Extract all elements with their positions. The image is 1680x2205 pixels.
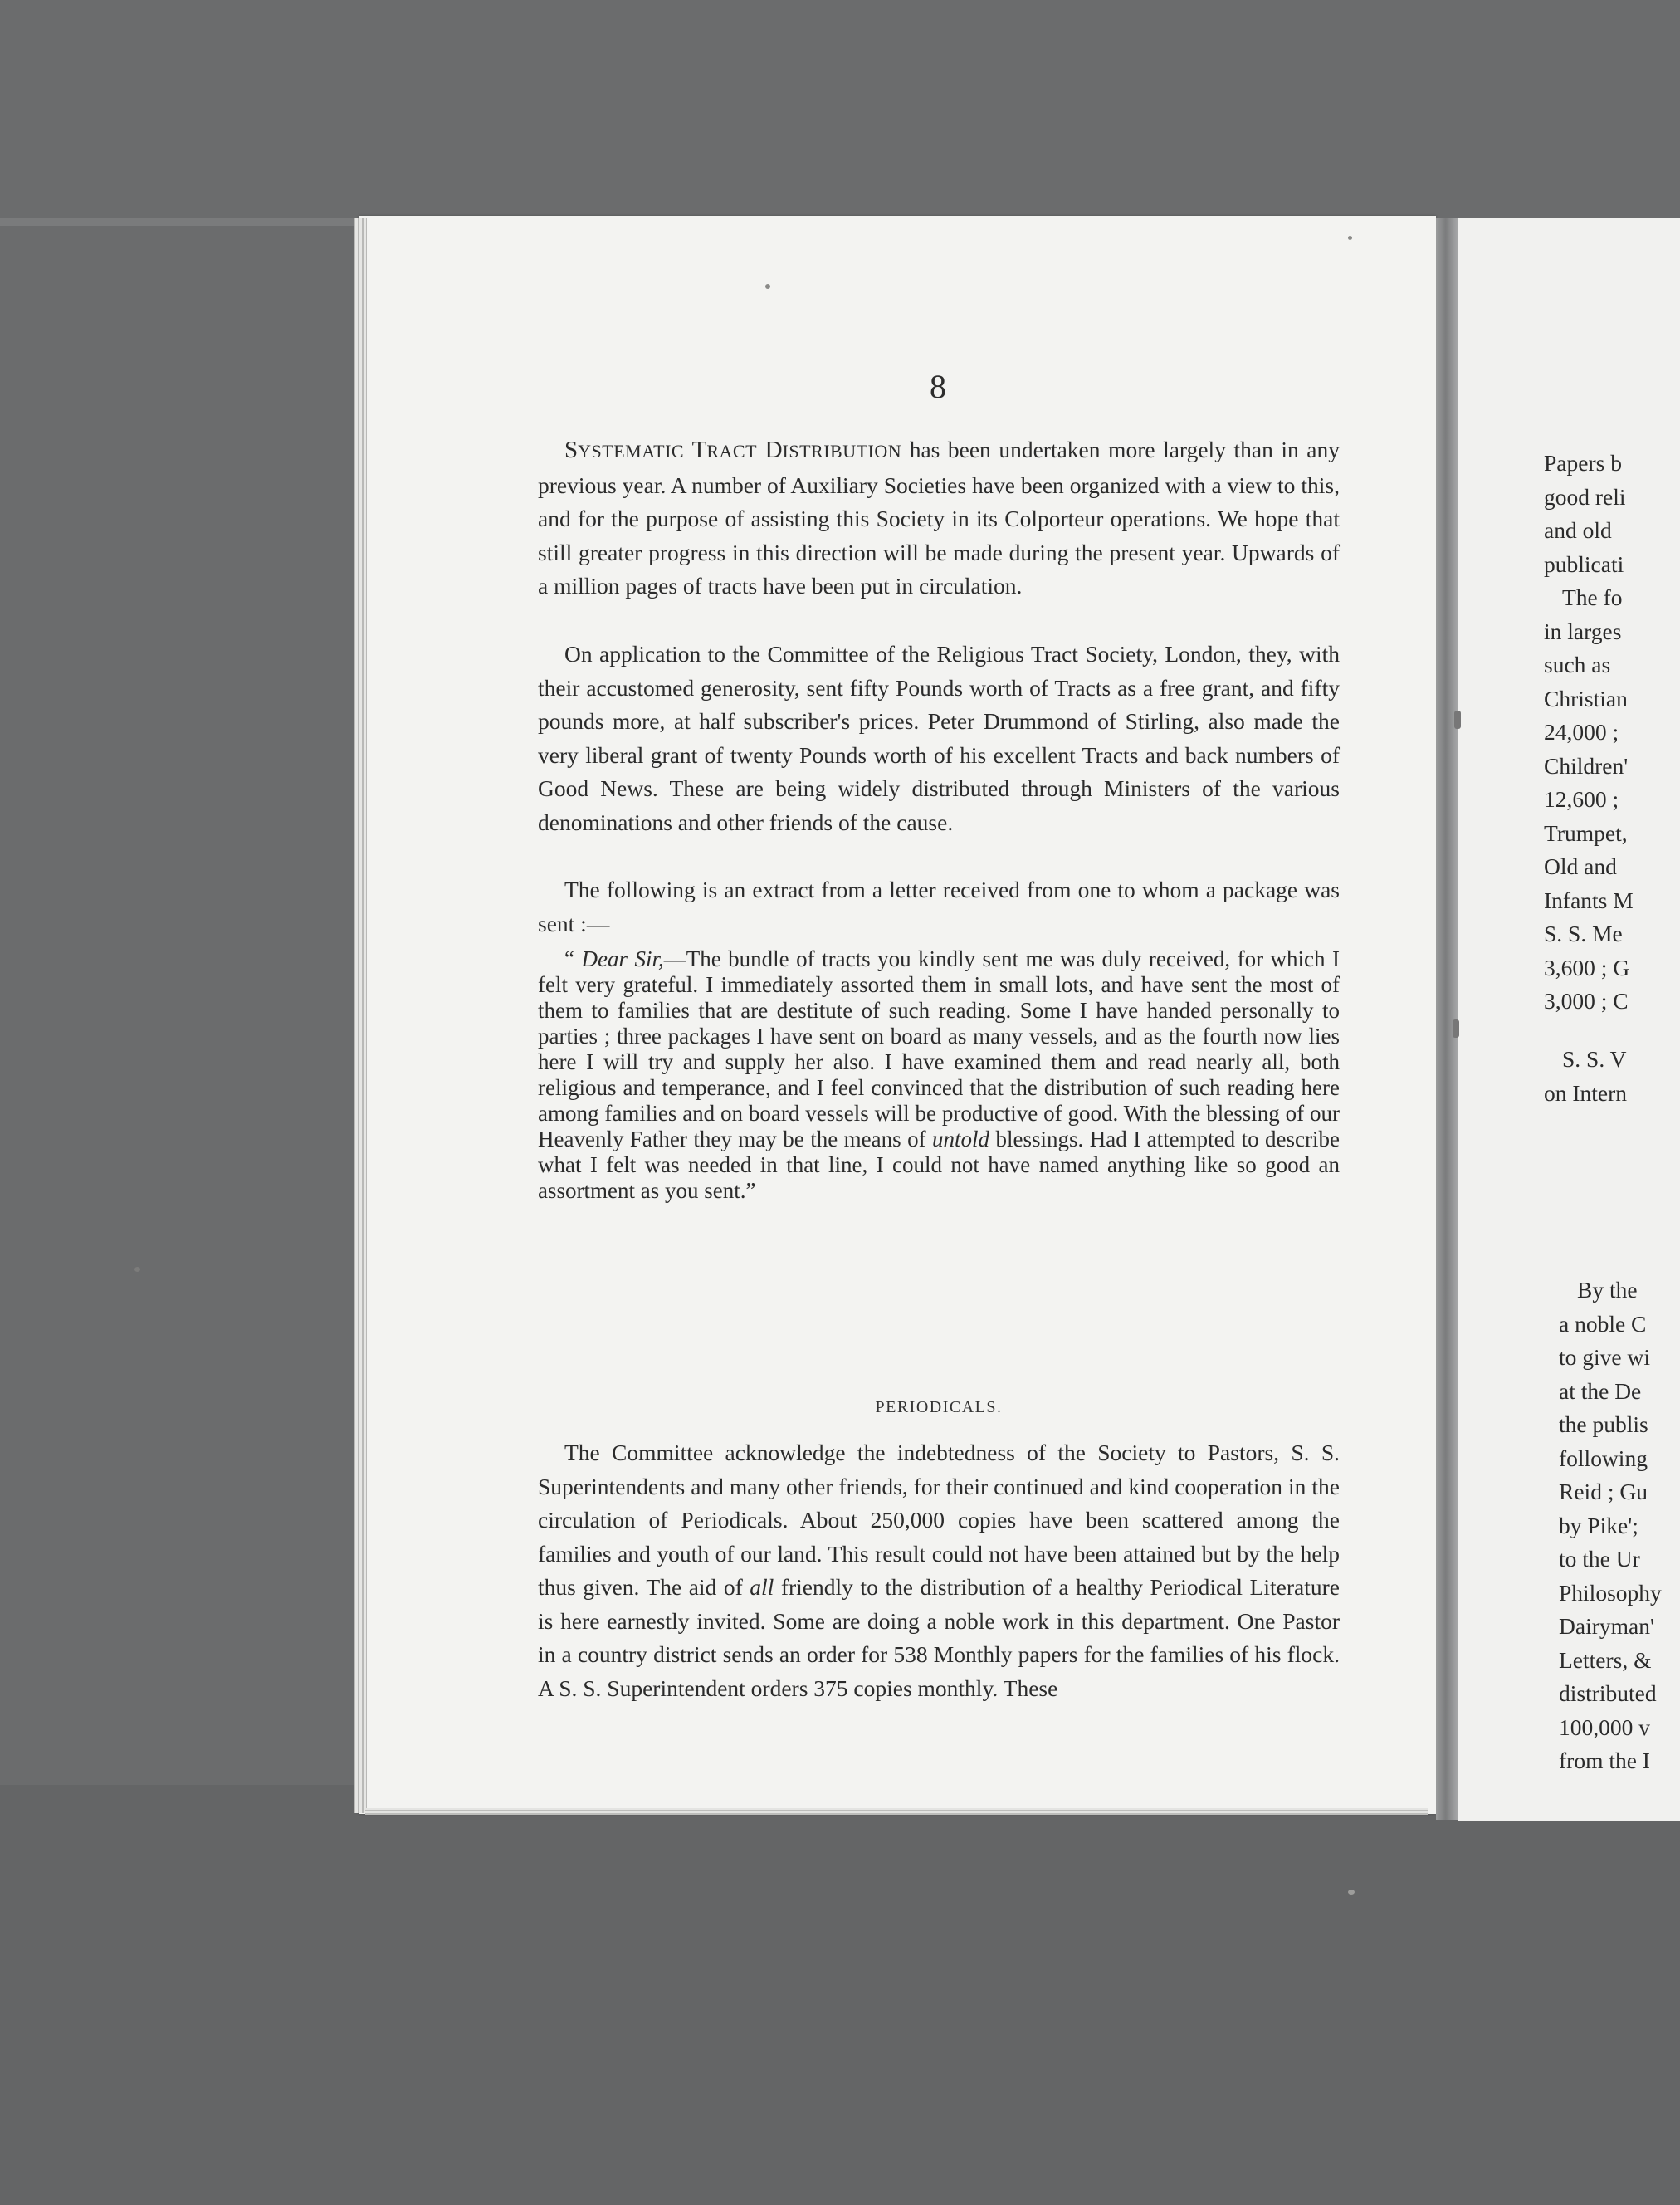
right-page-line: S. S. V — [1562, 1046, 1627, 1072]
letter-salutation: Dear Sir, — [581, 946, 664, 971]
right-page-column-b — [1544, 1043, 1680, 1110]
right-page-line: By the — [1577, 1277, 1638, 1303]
scan-speck — [765, 284, 770, 289]
right-page-line: Infants M — [1544, 887, 1634, 913]
right-page-line: 24,000 ; — [1544, 719, 1619, 745]
paragraph-letter-intro — [538, 873, 1340, 941]
right-page-line: Reid ; Gu — [1559, 1479, 1648, 1504]
scan-speck — [1348, 236, 1352, 240]
right-page-line: publicati — [1544, 550, 1624, 577]
scan-speck — [1454, 711, 1461, 729]
book-gutter — [1436, 218, 1458, 1820]
right-page-line: Christian — [1544, 685, 1628, 711]
small-caps-initial: S — [564, 437, 579, 463]
right-page-line: 100,000 v — [1559, 1714, 1650, 1740]
right-page-line: at the De — [1559, 1377, 1642, 1404]
right-page-line: and old — [1544, 517, 1612, 543]
right-page-line: Papers b — [1544, 450, 1622, 476]
right-page-line: distributed — [1559, 1680, 1657, 1706]
right-page-line: The fo — [1562, 584, 1623, 610]
page-edge-stack — [354, 218, 367, 1813]
right-page-line: on Intern — [1544, 1079, 1628, 1106]
paragraph-periodicals — [538, 1436, 1340, 1705]
right-page-line: 12,600 ; — [1544, 786, 1619, 812]
right-page-line: such as — [1544, 652, 1611, 677]
right-page-line: from the I — [1559, 1748, 1650, 1773]
letter-emphasis: untold — [932, 1127, 990, 1151]
right-page-line: 3,600 ; G — [1544, 954, 1630, 980]
paragraph-tract-distribution — [538, 433, 1340, 604]
right-page-line: the publis — [1559, 1411, 1648, 1437]
right-page-line: Letters, & — [1559, 1646, 1652, 1673]
paragraph-text: The Committee acknowledge the indebtedness of the Society to Pastors, S. S. Superintendents and many other friends, for their continued and kind cooperation in the circulation of Periodicals. About 250,000 copies have been scattered among the families and youth of our land. This result could not have been attained but by the help thus given. The aid of — [538, 1440, 1340, 1600]
right-page-line: Trumpet, — [1544, 819, 1628, 846]
right-page-line: 3,000 ; C — [1544, 988, 1629, 1014]
right-page-line: Philosophy — [1559, 1579, 1662, 1606]
paragraph-text: On application to the Committee of the Religious Tract Society, London, they, with their accustomed generosity, sent fifty Pounds worth of Tracts as a free grant, and fifty pounds more, at half subscriber's prices. Peter Drummond of Stirling, also made the very liberal grant of twenty Pounds worth of his excellent Tracts and back numbers of Good News. These are being widely distributed through Ministers of the various denominations and other friends of the cause. — [538, 641, 1340, 835]
small-caps-initial: T — [691, 437, 707, 463]
letter-extract — [538, 946, 1340, 1204]
right-page-column-c — [1559, 1274, 1680, 1778]
scanner-backdrop — [0, 1785, 1680, 2205]
small-caps-text: ISTRIBUTION — [782, 441, 902, 462]
small-caps-text: YSTEMATIC — [578, 441, 685, 462]
page-number: 8 — [930, 368, 946, 405]
right-page-line: Dairyman' — [1559, 1613, 1654, 1639]
right-page-line: S. S. Me — [1544, 921, 1623, 946]
open-quote: “ — [564, 946, 582, 971]
right-page-line: good reli — [1544, 483, 1626, 510]
paragraph-text: has been undertaken more largely than in any previous year. A number of Auxiliary Societies have been organized with a view to this, and for the purpose of assisting this Society in its Colporteur operations. We hope that still greater progress in this direction will be made during the present year. Upwards of a million pages of tracts have been put in circulation. — [538, 437, 1341, 599]
right-page-line: following — [1559, 1445, 1648, 1471]
letter-text: blessings. Had I attempted to describe what I felt was needed in that line, I could not have named anything like so good an assortment as you sent.” — [538, 1127, 1340, 1203]
paragraph-text: The following is an extract from a letter received from one to whom a package was sent :— — [538, 877, 1340, 936]
paragraph-emphasis: all — [750, 1574, 774, 1600]
right-page-line: Children' — [1544, 752, 1629, 779]
scan-speck — [134, 1267, 140, 1272]
page-bottom-edge — [365, 1808, 1428, 1815]
small-caps-initial: D — [764, 437, 783, 463]
right-page-column-a — [1544, 447, 1680, 1019]
section-heading-periodicals: PERIODICALS. — [875, 1398, 1003, 1416]
scan-speck — [1453, 1019, 1459, 1038]
letter-text: —The bundle of tracts you kindly sent me was duly received, for which I felt very grateful. I immediately assorted them in small lots, and have sent the most of them to families that are destitute of such reading. Some I have handed personally to parties ; three packages I have sent on board as many vessels, and as the fourth now lies here I will try and supply her also. I have examined them and read nearly all, both religious and temperance, and I feel convinced that the distribution of such reading here among families and on board vessels will be productive of good. With the blessing of our Heavenly Father they may be the means of — [538, 946, 1341, 1151]
right-page-line: by Pike'; — [1559, 1512, 1638, 1538]
right-page-line: to the Ur — [1559, 1546, 1640, 1572]
scan-speck — [1348, 1890, 1355, 1895]
right-page-line: a noble C — [1559, 1310, 1647, 1337]
right-page-line: to give wi — [1559, 1344, 1650, 1370]
paragraph-text: friendly to the distribution of a healthy Periodical Literature is here earnestly invited. Some are doing a noble work in this department. One Pastor in a country district sends an order for 538 Monthly papers for the families of his flock. A S. S. Superintendent orders 375 copies monthly. These — [538, 1574, 1340, 1701]
small-caps-lead — [564, 437, 901, 462]
paragraph-religious-tract-society — [538, 638, 1340, 839]
right-page-line: Old and — [1544, 853, 1617, 879]
right-page-line: in larges — [1544, 618, 1622, 644]
small-caps-text: RACT — [706, 441, 758, 462]
